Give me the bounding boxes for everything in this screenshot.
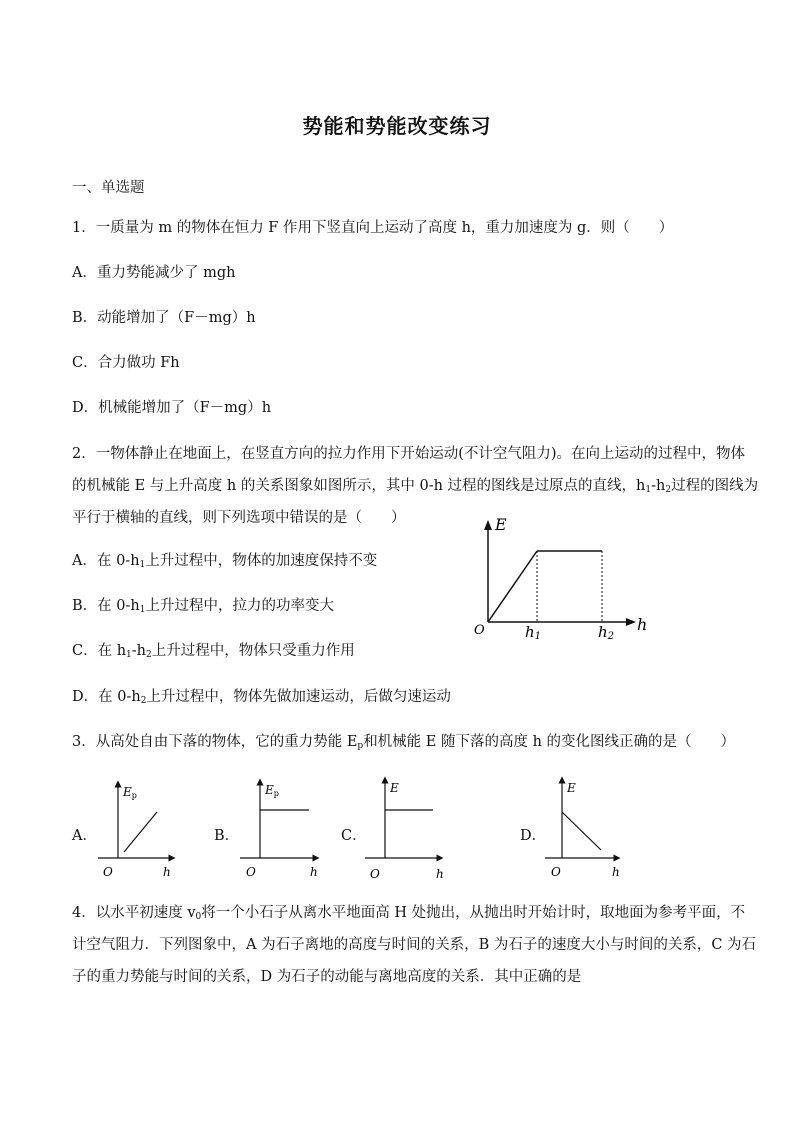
q2-x-label: h [637,615,648,634]
q1-stem: 1．一质量为 m 的物体在恒力 F 作用下竖直向上运动了高度 h，重力加速度为 g．则（ ） [72,220,674,236]
q2-option-b: B．在 $0-h_1$上升过程中，拉力的功率变大 [72,598,334,615]
q4-line1: 4．以水平初速度 $v_0$将一个小石子从离水平地面高 H 处抛出，从抛出时开始计时，取地面为参考平面，不 [72,905,746,922]
q1-option-c: C．合力做功 Fh [72,355,180,371]
q2-rising-line [488,551,537,622]
q4-line3: 子的重力势能与时间的关系，D 为石子的动能与离地高度的关系．其中正确的是 [72,969,582,985]
q3-graph-d [545,780,617,858]
q2-option-a: A．在 $0-h_1$上升过程中，物体的加速度保持不变 [72,553,378,570]
q3-d-y-label: E [567,781,576,795]
q4-line2: 计空气阻力．下列图象中，A 为石子离地的高度与时间的关系，B 为石子的速度大小与时间的关系，C 为石 [72,937,757,953]
q3-d-x-label: h [612,865,620,879]
q2-stem-line1: 2．一物体静止在地面上，在竖直方向的拉力作用下开始运动(不计空气阻力)。在向上运动的过程中，物体 [72,446,746,462]
q3-stem: 3．从高处自由下落的物体，它的重力势能 $E_p$和机械能 E 随下落的高度 h 的变化图线正确的是（ ） [72,734,736,751]
q3-b-origin: O [246,865,256,879]
q3-a-x-label: h [163,865,171,879]
q3-b-y-label: Ep [265,783,279,798]
q3-graph-a [98,784,172,858]
q3-option-d-label: D． [520,828,547,844]
q2-h2-label: h2 [598,623,615,642]
q3-b-x-label: h [310,865,318,879]
q3-d-origin: O [551,865,561,879]
q3-c-x-label: h [436,867,444,881]
q1-option-a: A．重力势能减少了 mgh [72,265,236,281]
q2-h1-label: h1 [525,623,542,642]
q2-option-c: C．在 $h_1-h_2$上升过程中，物体只受重力作用 [72,643,355,660]
q3-a-origin: O [103,865,113,879]
q2-x-arrow [626,618,636,626]
q3-option-c-label: C． [341,828,367,844]
q3-graph-b [240,782,316,858]
q3-a-line [124,812,157,852]
q2-stem-line3: 平行于横轴的直线，则下列选项中错误的是（ ） [72,510,406,526]
q2-y-arrow [484,520,492,530]
q1-option-d: D．机械能增加了（F－mg）h [72,400,272,416]
q3-c-origin: O [370,867,380,881]
q3-d-line [562,812,601,850]
q1-option-b: B．动能增加了（F－mg）h [72,310,256,326]
q2-origin-label: O [474,623,485,638]
section-heading: 一、单选题 [72,180,145,196]
q2-stem-line2: 的机械能 E 与上升高度 h 的关系图象如图所示，其中 0-h 过程的图线是过原点的直线，$h_1-h_2$过程的图线为 [72,478,759,495]
q3-option-a-label: A． [72,828,97,844]
page-title: 势能和势能改变练习 [302,114,492,138]
q2-y-label: E [495,515,507,534]
q3-a-y-label: Ep [123,785,137,800]
q3-option-b-label: B． [214,828,240,844]
q3-c-y-label: E [390,781,399,795]
q3-graph-c [365,780,440,858]
q2-option-d: D．在 $0-h_2$上升过程中，物体先做加速运动，后做匀速运动 [72,689,451,706]
